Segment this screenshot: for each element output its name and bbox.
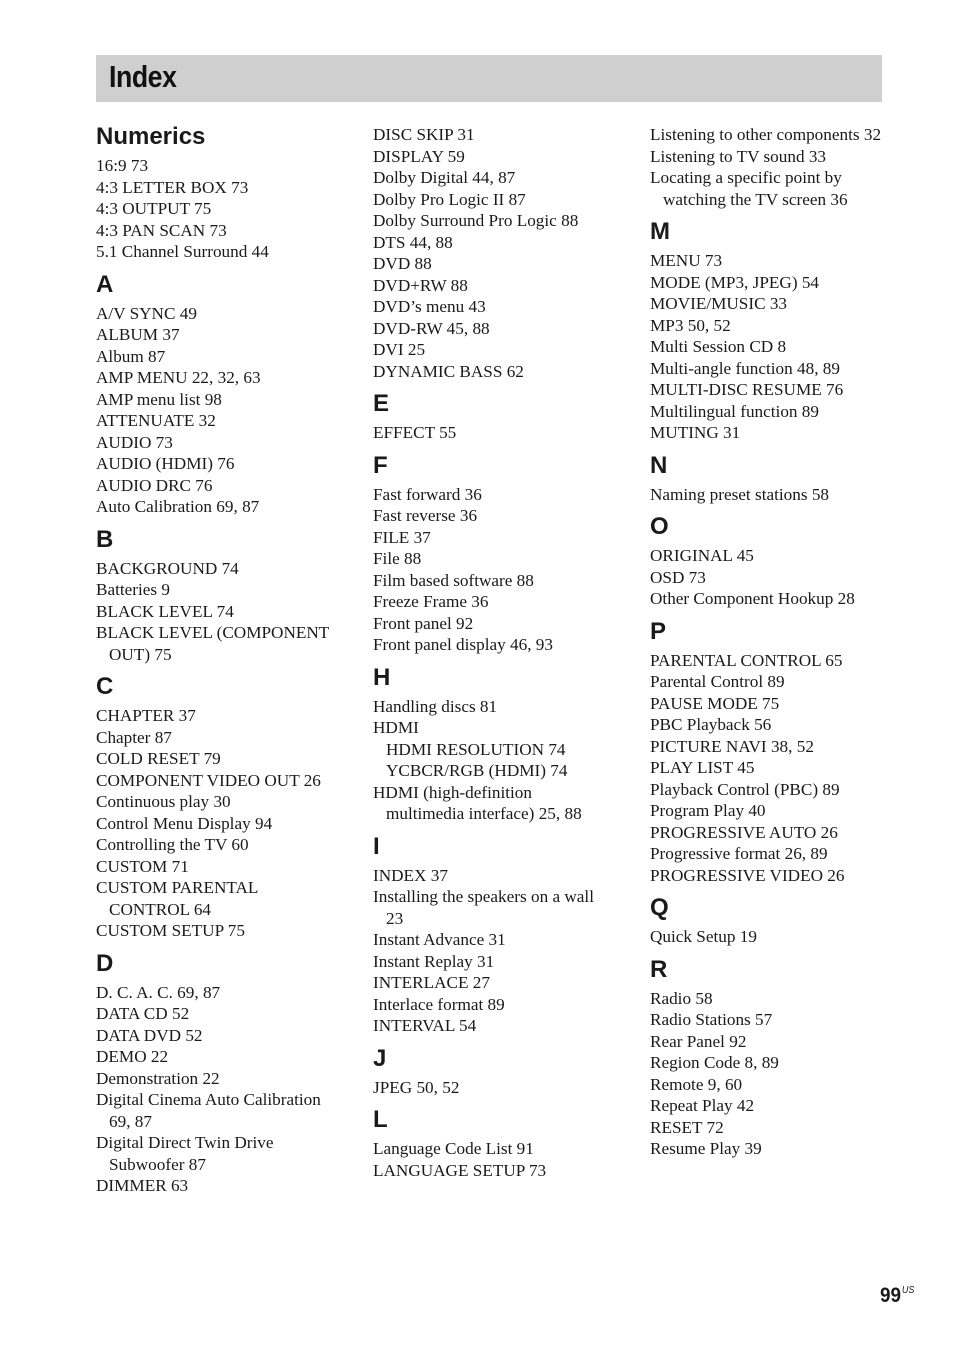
index-entry-list xyxy=(373,696,613,825)
index-entry: HDMI xyxy=(373,718,419,737)
index-entry: MP3 50, 52 xyxy=(650,315,731,335)
index-entry: Listening to other components 32 xyxy=(650,125,882,144)
index-entry: DVI 25 xyxy=(373,340,426,359)
index-entry-list xyxy=(373,865,613,1037)
index-column-1 xyxy=(96,120,336,1197)
index-entry: MENU 73 xyxy=(650,251,723,270)
index-entry: Dolby Surround Pro Logic 88 xyxy=(373,211,579,230)
index-entry: BLACK LEVEL 74 xyxy=(96,601,234,621)
index-entry-list xyxy=(650,926,882,948)
index-entry: MUTING 31 xyxy=(650,423,741,442)
index-entry: Batteries 9 xyxy=(96,580,170,599)
index-entry: MULTI-DISC RESUME 76 xyxy=(650,380,844,399)
index-entry: DATA CD 52 xyxy=(96,1004,190,1023)
index-entry: PROGRESSIVE VIDEO 26 xyxy=(650,865,845,885)
index-entry: 16:9 73 xyxy=(96,156,149,175)
section-heading: J xyxy=(373,1044,387,1072)
section-heading: I xyxy=(373,832,380,860)
index-entry: Installing the speakers on a wall 23 xyxy=(373,887,594,928)
index-entry-list xyxy=(650,988,882,1160)
section-heading: L xyxy=(373,1106,388,1133)
page-number xyxy=(880,1284,914,1308)
index-entry-list xyxy=(373,1138,613,1181)
index-entry: RESET 72 xyxy=(650,1117,724,1137)
index-entry: BACKGROUND 74 xyxy=(96,558,239,578)
index-entry: AUDIO DRC 76 xyxy=(96,475,213,495)
index-entry: Progressive format 26, 89 xyxy=(650,844,828,863)
index-entry: LANGUAGE SETUP 73 xyxy=(373,1160,547,1180)
index-entry: Auto Calibration 69, 87 xyxy=(96,497,260,516)
index-entry: PBC Playback 56 xyxy=(650,715,772,734)
index-entry: Film based software 88 xyxy=(373,570,534,590)
index-entry: EFFECT 55 xyxy=(373,423,457,442)
index-entry: Naming preset stations 58 xyxy=(650,484,830,504)
index-entry-list xyxy=(96,982,336,1197)
index-entry: HDMI (high-definition multimedia interface) 25, 88 xyxy=(373,782,582,823)
index-entry-list xyxy=(96,303,336,518)
index-entry: DTS 44, 88 xyxy=(373,232,453,252)
index-entry: OSD 73 xyxy=(650,567,706,587)
index-entry: Freeze Frame 36 xyxy=(373,592,489,611)
index-entry: Parental Control 89 xyxy=(650,672,785,691)
index-entry: Instant Replay 31 xyxy=(373,951,495,971)
index-entry: Language Code List 91 xyxy=(373,1139,534,1158)
section-heading: B xyxy=(96,525,114,553)
section-heading: P xyxy=(650,617,667,645)
index-entry: A/V SYNC 49 xyxy=(96,303,197,323)
index-entry: Radio Stations 57 xyxy=(650,1010,773,1029)
index-entry: PICTURE NAVI 38, 52 xyxy=(650,736,814,756)
index-entry: AMP MENU 22, 32, 63 xyxy=(96,368,261,387)
index-entry: Handling discs 81 xyxy=(373,696,498,716)
index-entry-list xyxy=(373,422,613,444)
index-entry-list xyxy=(96,705,336,942)
index-entry: Region Code 8, 89 xyxy=(650,1053,779,1072)
index-entry: Control Menu Display 94 xyxy=(96,813,273,833)
page-number-value: 99 xyxy=(880,1284,902,1307)
index-entry-list xyxy=(96,155,336,263)
index-entry: Front panel 92 xyxy=(373,613,474,633)
index-entry: Album 87 xyxy=(96,346,166,366)
index-entry: FILE 37 xyxy=(373,527,431,547)
index-entry: Repeat Play 42 xyxy=(650,1096,755,1115)
index-entry: HDMI RESOLUTION 74 xyxy=(386,739,566,759)
index-entry: Front panel display 46, 93 xyxy=(373,635,553,654)
index-entry: CUSTOM SETUP 75 xyxy=(96,921,245,940)
section-heading: F xyxy=(373,451,388,479)
index-entry-list xyxy=(373,1077,613,1099)
index-entry-list xyxy=(650,124,882,210)
index-entry: Quick Setup 19 xyxy=(650,927,757,946)
index-entry: Fast forward 36 xyxy=(373,484,482,504)
index-entry: INTERLACE 27 xyxy=(373,973,490,992)
section-heading: D xyxy=(96,949,114,977)
index-entry: Digital Cinema Auto Calibration 69, 87 xyxy=(96,1090,321,1131)
index-entry: Instant Advance 31 xyxy=(373,930,506,949)
index-entry: MOVIE/MUSIC 33 xyxy=(650,294,788,313)
section-heading: M xyxy=(650,218,670,245)
index-entry: Program Play 40 xyxy=(650,801,766,820)
index-entry: DVD+RW 88 xyxy=(373,275,468,295)
index-entry: PAUSE MODE 75 xyxy=(650,693,780,713)
index-entry: Dolby Digital 44, 87 xyxy=(373,168,516,187)
page-number-suffix: US xyxy=(901,1285,915,1296)
index-entry: PARENTAL CONTROL 65 xyxy=(650,650,843,670)
index-entry: Digital Direct Twin Drive Subwoofer 87 xyxy=(96,1133,274,1174)
index-entry: 5.1 Channel Surround 44 xyxy=(96,242,269,261)
index-entry-list xyxy=(650,484,882,506)
section-heading: R xyxy=(650,955,668,983)
index-entry: Fast reverse 36 xyxy=(373,506,478,525)
index-entry-list xyxy=(96,558,336,666)
index-entry: DISC SKIP 31 xyxy=(373,125,475,144)
index-entry: Dolby Pro Logic II 87 xyxy=(373,189,526,209)
index-entry: PLAY LIST 45 xyxy=(650,758,755,777)
index-entry: Controlling the TV 60 xyxy=(96,835,249,854)
index-entry: DIMMER 63 xyxy=(96,1176,189,1195)
index-entry: Playback Control (PBC) 89 xyxy=(650,779,840,799)
index-entry: DISPLAY 59 xyxy=(373,146,465,166)
index-entry: BLACK LEVEL (COMPONENT OUT) 75 xyxy=(96,623,329,664)
index-entry: DYNAMIC BASS 62 xyxy=(373,361,524,381)
section-heading: Q xyxy=(650,894,669,921)
index-entry: Remote 9, 60 xyxy=(650,1074,743,1094)
index-entry: Listening to TV sound 33 xyxy=(650,146,827,166)
index-entry: AMP menu list 98 xyxy=(96,389,222,409)
section-heading: C xyxy=(96,673,114,700)
index-entry: DVD’s menu 43 xyxy=(373,297,486,316)
index-entry: 4:3 OUTPUT 75 xyxy=(96,199,212,218)
index-entry: File 88 xyxy=(373,549,422,568)
index-entry: Chapter 87 xyxy=(96,727,172,747)
section-heading: H xyxy=(373,663,391,691)
index-entry: COLD RESET 79 xyxy=(96,749,221,768)
index-title-bar xyxy=(96,55,882,102)
index-column-3 xyxy=(650,120,882,1160)
section-heading: O xyxy=(650,513,669,540)
index-entry: 4:3 LETTER BOX 73 xyxy=(96,177,249,197)
index-entry: CUSTOM PARENTAL CONTROL 64 xyxy=(96,878,258,919)
index-entry: Multilingual function 89 xyxy=(650,401,819,421)
index-entry: MODE (MP3, JPEG) 54 xyxy=(650,272,820,292)
index-entry: Interlace format 89 xyxy=(373,994,505,1014)
index-entry: Multi Session CD 8 xyxy=(650,337,787,356)
index-entry: DVD 88 xyxy=(373,254,432,273)
index-entry: Resume Play 39 xyxy=(650,1139,762,1158)
index-entry: Locating a specific point by watching the TV screen 36 xyxy=(650,168,848,209)
index-entry: Continuous play 30 xyxy=(96,792,231,811)
section-heading: A xyxy=(96,270,114,298)
index-entry: COMPONENT VIDEO OUT 26 xyxy=(96,770,321,790)
index-entry: INTERVAL 54 xyxy=(373,1016,477,1035)
index-entry: Multi-angle function 48, 89 xyxy=(650,358,840,378)
index-entry: DEMO 22 xyxy=(96,1047,169,1066)
index-entry: AUDIO (HDMI) 76 xyxy=(96,454,235,473)
index-entry: CUSTOM 71 xyxy=(96,856,189,876)
index-entry-list xyxy=(650,545,882,610)
index-entry: DVD-RW 45, 88 xyxy=(373,318,490,338)
index-entry: CHAPTER 37 xyxy=(96,706,196,725)
index-entry: Rear Panel 92 xyxy=(650,1031,747,1051)
index-entry: D. C. A. C. 69, 87 xyxy=(96,982,221,1002)
index-entry: ORIGINAL 45 xyxy=(650,546,754,565)
page-title: Index xyxy=(109,59,177,94)
index-entry: 4:3 PAN SCAN 73 xyxy=(96,220,227,240)
section-heading: Numerics xyxy=(96,123,206,150)
index-entry-list xyxy=(373,124,613,382)
index-entry: DATA DVD 52 xyxy=(96,1025,203,1045)
index-entry: AUDIO 73 xyxy=(96,432,173,452)
index-entry: JPEG 50, 52 xyxy=(373,1077,460,1097)
index-entry: YCBCR/RGB (HDMI) 74 xyxy=(386,761,568,780)
index-entry: Radio 58 xyxy=(650,988,713,1008)
index-entry: ALBUM 37 xyxy=(96,325,180,344)
index-entry: INDEX 37 xyxy=(373,865,448,885)
index-entry-list xyxy=(650,650,882,887)
section-heading: E xyxy=(373,390,390,417)
index-entry-list xyxy=(373,484,613,656)
index-entry: ATTENUATE 32 xyxy=(96,411,216,430)
index-entry: Demonstration 22 xyxy=(96,1068,220,1088)
index-entry: Other Component Hookup 28 xyxy=(650,589,855,608)
index-column-2 xyxy=(373,120,613,1181)
section-heading: N xyxy=(650,451,668,479)
index-entry: PROGRESSIVE AUTO 26 xyxy=(650,822,838,842)
index-entry-list xyxy=(650,250,882,444)
